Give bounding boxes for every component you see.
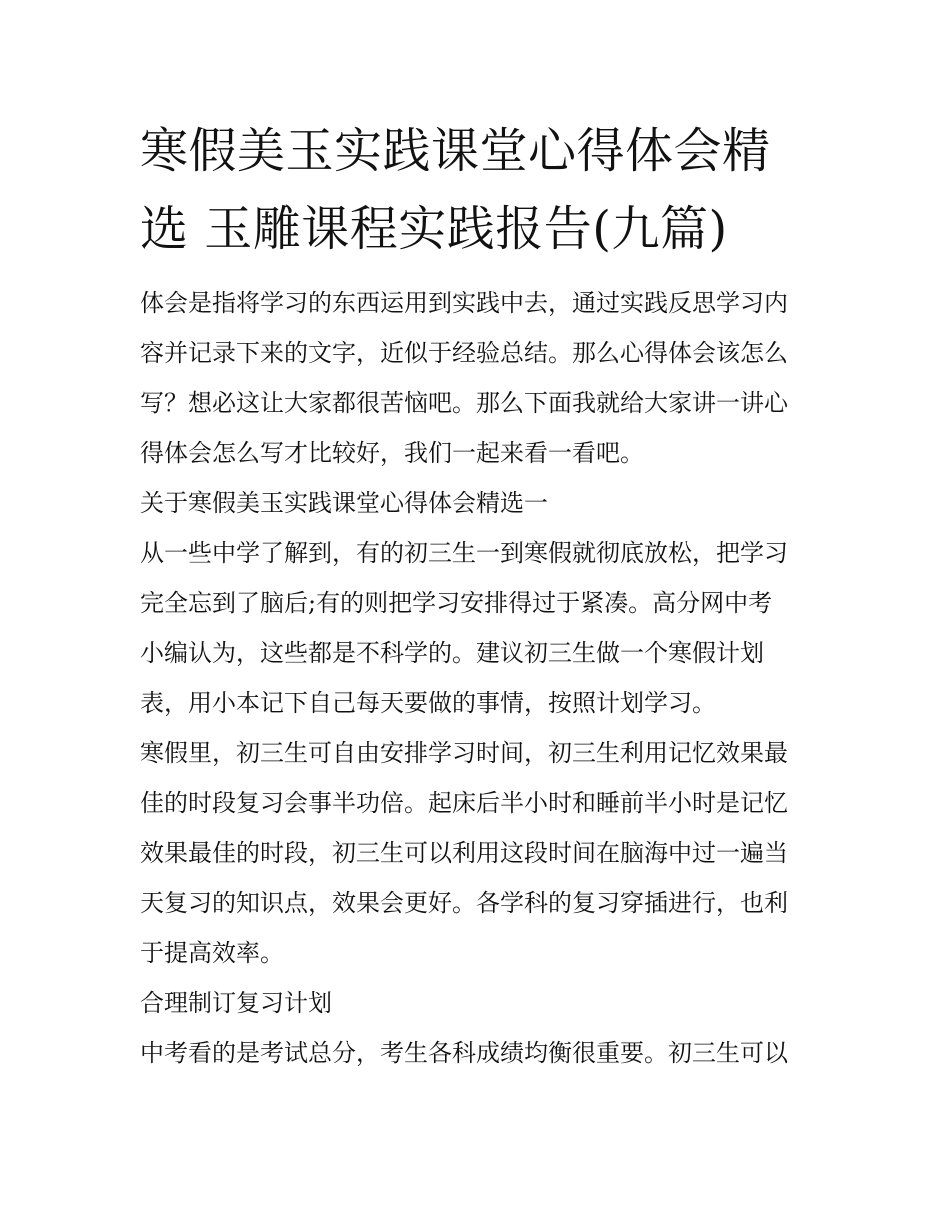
text-line: 得体会怎么写才比较好，我们一起来看一看吧。 [140, 439, 644, 467]
text-line: 佳的时段复习会事半功倍。起床后半小时和睡前半小时是记忆 [140, 789, 788, 817]
subheading: 合理制订复习计划 [140, 989, 332, 1017]
text-line: 从一些中学了解到，有的初三生一到寒假就彻底放松，把学习 [140, 539, 788, 567]
text-line: 于提高效率。 [140, 939, 284, 967]
text-line: 天复习的知识点，效果会更好。各学科的复习穿插进行，也利 [140, 889, 788, 917]
intro-paragraph [140, 278, 812, 478]
text-line: 效果最佳的时段，初三生可以利用这段时间在脑海中过一遍当 [140, 839, 788, 867]
text-line: 中考看的是考试总分，考生各科成绩均衡很重要。初三生可以 [140, 1039, 788, 1067]
title-line: 寒假美玉实践课堂心得体会精 [140, 123, 771, 179]
section-heading: 关于寒假美玉实践课堂心得体会精选一 [140, 489, 548, 517]
text-line: 容并记录下来的文字，近似于经验总结。那么心得体会该怎么 [140, 339, 788, 367]
text-line: 小编认为，这些都是不科学的。建议初三生做一个寒假计划 [140, 639, 764, 667]
body-paragraph-3 [140, 1028, 812, 1078]
title-line: 选 玉雕课程实践报告(九篇) [140, 201, 728, 257]
text-line: 体会是指将学习的东西运用到实践中去，通过实践反思学习内 [140, 289, 788, 317]
text-line: 表，用小本记下自己每天要做的事情，按照计划学习。 [140, 689, 716, 717]
page-title [140, 112, 812, 268]
text-line: 寒假里，初三生可自由安排学习时间，初三生利用记忆效果最 [140, 739, 788, 767]
text-line: 完全忘到了脑后;有的则把学习安排得过于紧凑。高分网中考 [140, 589, 773, 617]
body-paragraph-1 [140, 528, 812, 728]
text-line: 写？想必这让大家都很苦恼吧。那么下面我就给大家讲一讲心 [140, 389, 788, 417]
body-paragraph-2 [140, 728, 812, 978]
